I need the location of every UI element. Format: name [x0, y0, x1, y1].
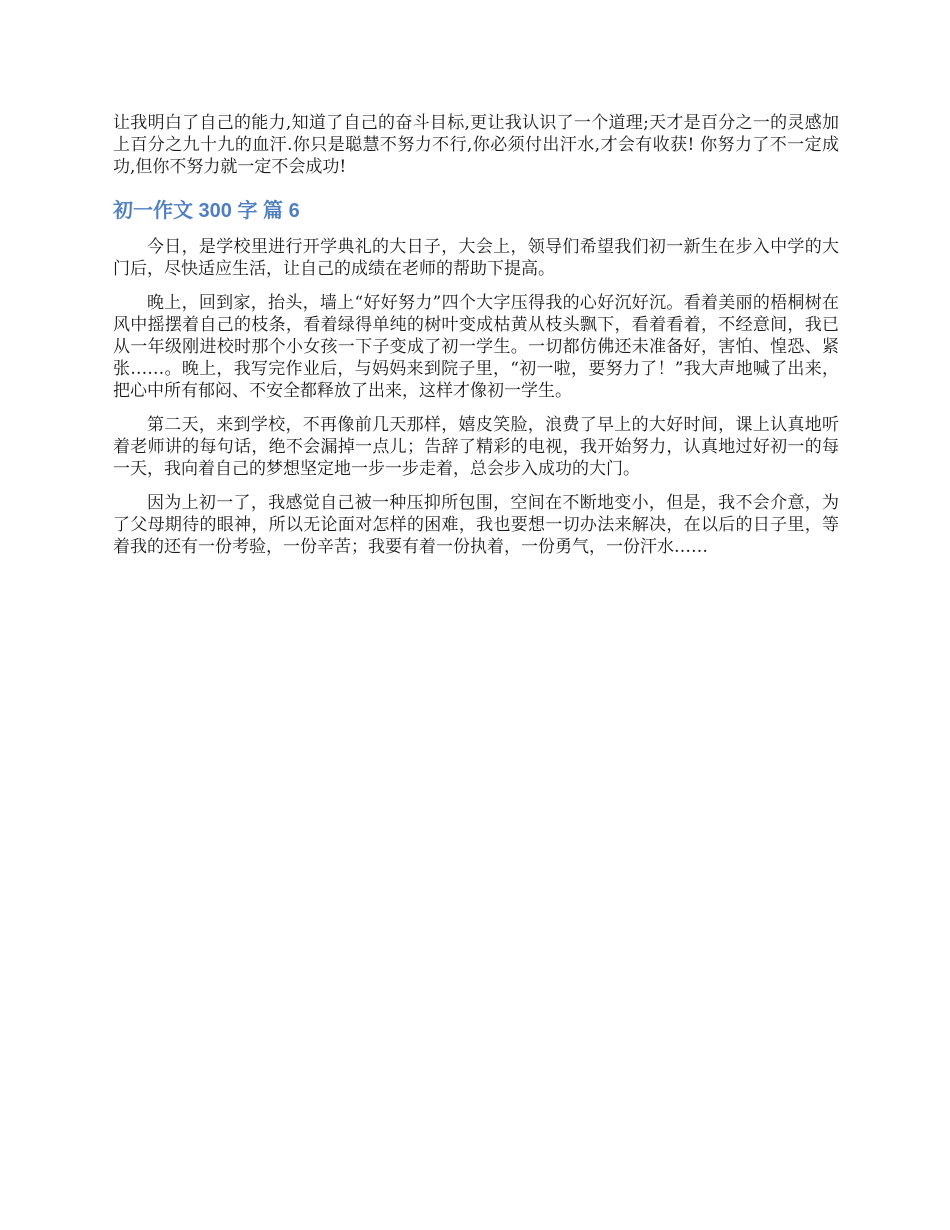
intro-paragraph: 让我明白了自己的能力,知道了自己的奋斗目标,更让我认识了一个道理;天才是百分之一的灵感加上百分之九十九的血汗.你只是聪慧不努力不行,你必须付出汗水,才会有收获! 你努力了不一定成功,但你不努力就一定不会成功! [113, 113, 839, 177]
paragraph-2: 晚上，回到家，抬头，墙上“好好努力”四个大字压得我的心好沉好沉。看着美丽的梧桐树在风中摇摆着自己的枝条，看着绿得单纯的树叶变成枯黄从枝头飘下，看着看着，不经意间，我已从一年级刚进校时那个小女孩一下子变成了初一学生。一切都仿佛还未准备好，害怕、惶恐、紧张……。晚上，我写完作业后，与妈妈来到院子里，“初一啦，要努力了！”我大声地喊了出来，把心中所有郁闷、不安全都释放了出来，这样才像初一学生。 [113, 293, 839, 401]
section-heading: 初一作文 300 字 篇 6 [113, 200, 300, 222]
document-page [113, 112, 839, 558]
paragraph-gap [113, 280, 839, 292]
paragraph-3: 第二天，来到学校，不再像前几天那样，嬉皮笑脸，浪费了早上的大好时间，课上认真地听着老师讲的每句话，绝不会漏掉一点儿；告辞了精彩的电视，我开始努力，认真地过好初一的每一天，我向着自己的梦想坚定地一步一步走着，总会步入成功的大门。 [113, 415, 839, 479]
paragraph-gap [113, 480, 839, 492]
paragraph-1: 今日，是学校里进行开学典礼的大日子，大会上，领导们希望我们初一新生在步入中学的大门后，尽快适应生活，让自己的成绩在老师的帮助下提高。 [113, 237, 839, 279]
paragraph-4: 因为上初一了，我感觉自己被一种压抑所包围，空间在不断地变小，但是，我不会介意，为了父母期待的眼神，所以无论面对怎样的困难，我也要想一切办法来解决，在以后的日子里，等着我的还有一份考验，一份辛苦；我要有着一份执着，一份勇气，一份汗水…… [113, 493, 839, 557]
paragraph-gap [113, 402, 839, 414]
